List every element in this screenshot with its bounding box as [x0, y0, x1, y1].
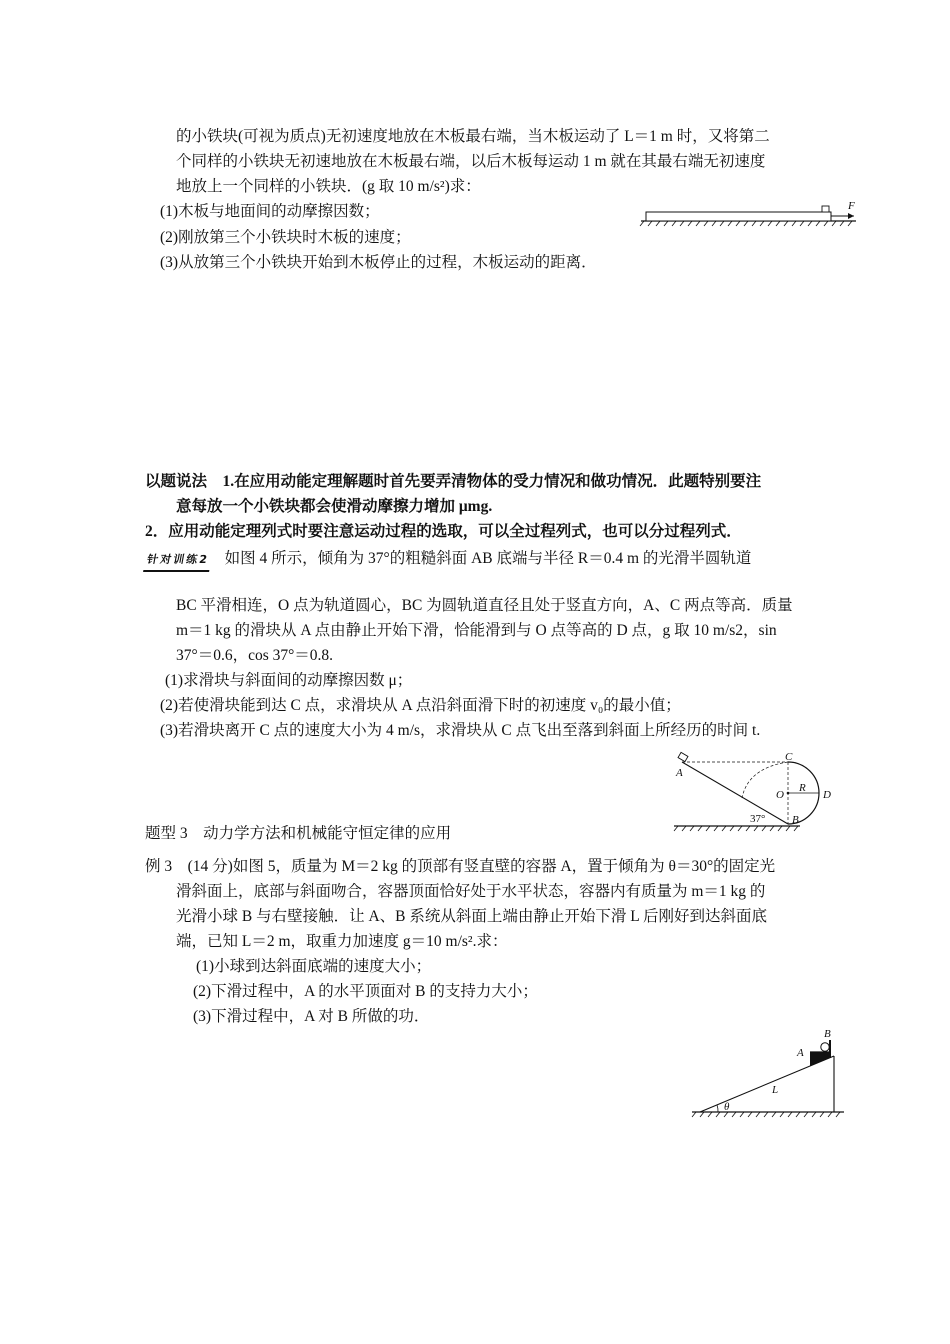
training2-intro: 如图 4 所示，倾角为 37°的粗糙斜面 AB 底端与半径 R＝0.4 m 的光滑半圆轨道: [224, 550, 752, 567]
label-C: C: [785, 751, 793, 763]
training2-question-3: (3)若滑块离开 C 点的速度大小为 4 m/s，求滑块从 C 点飞出至落到斜面上所经历的时间 t.: [160, 722, 761, 739]
label-A: A: [797, 1047, 804, 1059]
problem1-line-1: 的小铁块(可视为质点)无初速度地放在木板最右端，当木板运动了 L＝1 m 时，又将第二: [176, 128, 770, 145]
problem1-question-1: (1)木板与地面间的动摩擦因数；: [160, 203, 380, 220]
force-label: F: [848, 200, 855, 212]
training2-line-1: BC 平滑相连，O 点为轨道圆心，BC 为圆轨道直径且处于竖直方向，A、C 两点等高．质量: [176, 597, 793, 614]
label-L: L: [772, 1084, 779, 1096]
label-angle-37: 37°: [750, 813, 766, 825]
example3-line-4: 端，已知 L＝2 m，取重力加速度 g＝10 m/s².求：: [176, 933, 508, 950]
method-note-line-1: 以题说法 1.在应用动能定理解题时首先要弄清物体的受力情况和做功情况．此题特别要注: [145, 473, 762, 490]
label-B: B: [824, 1028, 831, 1040]
example3-line-1: 例 3 (14 分)如图 5，质量为 M＝2 kg 的顶部有竖直壁的容器 A，置于倾角为 θ＝30°的固定光: [145, 858, 776, 875]
training2-question-1: (1)求滑块与斜面间的动摩擦因数 μ；: [165, 672, 413, 689]
training2-line-2: m＝1 kg 的滑块从 A 点由静止开始下滑，恰能滑到与 O 点等高的 D 点，g 取 10 m/s2，sin: [176, 622, 777, 639]
training2-tag: 针对训练2: [143, 550, 213, 572]
label-R: R: [799, 782, 806, 794]
problem1-line-3: 地放上一个同样的小铁块．(g 取 10 m/s²)求：: [176, 178, 481, 195]
training2-question-2: (2)若使滑块能到达 C 点，求滑块从 A 点沿斜面滑下时的初速度 v₀的最小值；: [160, 697, 681, 714]
example3-question-1: (1)小球到达斜面底端的速度大小；: [196, 958, 432, 975]
slider-block: [678, 752, 688, 761]
board-rect: [646, 212, 831, 221]
problem1-question-3: (3)从放第三个小铁块开始到木板停止的过程，木板运动的距离．: [160, 254, 597, 271]
container-incline-figure: [688, 1026, 848, 1118]
container-A: [810, 1052, 830, 1066]
example3-line-2: 滑斜面上，底部与斜面吻合，容器顶面恰好处于水平状态，容器内有质量为 m＝1 kg 的: [176, 883, 766, 900]
label-O: O: [776, 789, 784, 801]
ball-B: [821, 1043, 829, 1051]
method-note-line-3: 2．应用动能定理列式时要注意运动过程的选取，可以全过程列式，也可以分过程列式．: [145, 523, 742, 540]
label-theta: θ: [724, 1101, 730, 1113]
problem1-question-2: (2)刚放第三个小铁块时木板的速度；: [160, 229, 411, 246]
example3-question-2: (2)下滑过程中，A 的水平顶面对 B 的支持力大小；: [193, 983, 538, 1000]
label-D: D: [823, 789, 831, 801]
incline-semicircle-figure: [668, 748, 846, 834]
training2-line-3: 37°＝0.6，cos 37°＝0.8.: [176, 647, 334, 664]
method-note-line-2: 意每放一个小铁块都会使滑动摩擦力增加 μmg.: [176, 498, 493, 515]
problem1-line-2: 个同样的小铁块无初速地放在木板最右端，以后木板每运动 1 m 就在其最右端无初速度: [176, 153, 766, 170]
label-B: B: [792, 814, 799, 826]
board-figure: [636, 198, 866, 228]
section3-title: 题型 3 动力学方法和机械能守恒定律的应用: [145, 825, 452, 842]
example3-question-3: (3)下滑过程中，A 对 B 所做的功．: [193, 1008, 430, 1025]
iron-block: [822, 206, 829, 212]
example3-line-3: 光滑小球 B 与右壁接触．让 A、B 系统从斜面上端由静止开始下滑 L 后刚好到达斜面底: [176, 908, 768, 925]
training2-intro-line: [145, 549, 751, 572]
label-A: A: [676, 767, 683, 779]
